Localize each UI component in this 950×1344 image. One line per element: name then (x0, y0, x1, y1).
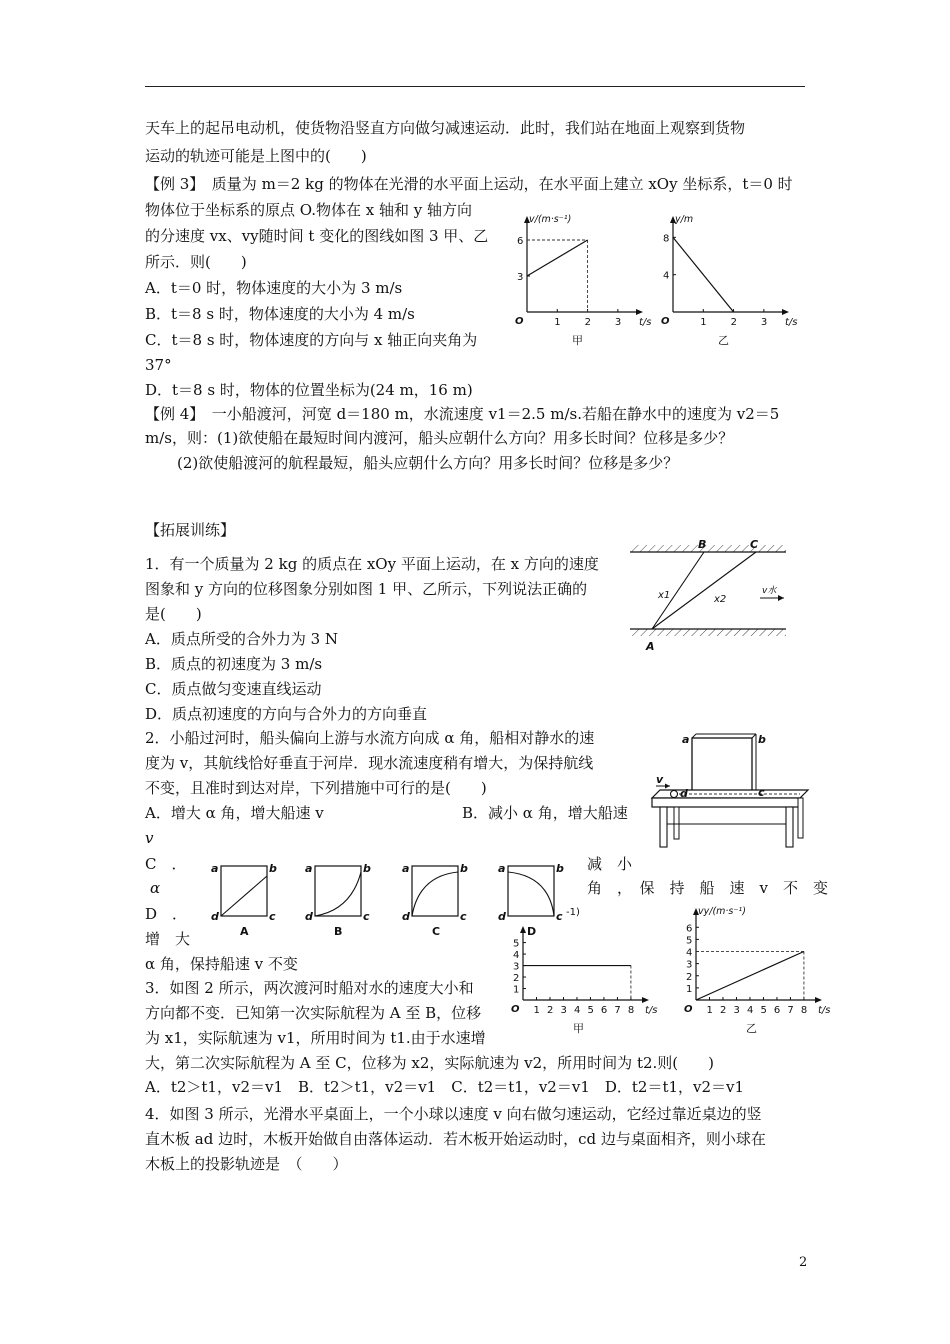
chart-caption: 甲 (573, 1022, 584, 1035)
x-axis-arrow (815, 997, 822, 1003)
x-tick-label: 3 (614, 317, 622, 328)
x-tick-label: 4 (746, 1005, 754, 1016)
y-tick-label: 5 (686, 935, 693, 947)
chart-caption: 甲 (572, 334, 583, 347)
river-bank-top (630, 545, 786, 552)
q4-line-3: 木板上的投影轨迹是 （ ） (145, 1155, 348, 1173)
example3-option-d: D．t＝8 s 时，物体的位置坐标为(24 m，16 m) (145, 381, 473, 399)
choice-d-label-a: a (498, 862, 506, 875)
q2-option-c-reduce: 减 小 (587, 855, 633, 873)
choice-a-frame (221, 866, 267, 916)
river-figure (628, 538, 793, 656)
choice-b-label-a: a (305, 862, 313, 875)
choice-a-trajectory (221, 876, 267, 916)
x-tick-label: 8 (627, 1005, 635, 1016)
choice-b-frame (315, 866, 361, 916)
y-tick-label: 8 (663, 233, 670, 245)
example3-option-c: C．t＝8 s 时，物体速度的方向与 x 轴正向夹角为 (145, 331, 478, 349)
series-line (527, 240, 588, 276)
x-tick-label: 3 (560, 1005, 567, 1016)
y-tick-label: 5 (513, 938, 520, 950)
q4-line-1: 4．如图 3 所示，光滑水平桌面上，一个小球以速度 v 向右做匀速运动，它经过靠近桌边的竖 (145, 1105, 762, 1123)
choice-b-label-c: c (363, 910, 370, 923)
table-front (652, 798, 800, 807)
x-tick-label: 2 (719, 1005, 727, 1016)
chart-vy-time (672, 905, 831, 1037)
q2-option-b: B．减小 α 角，增大船速 (462, 804, 628, 822)
y-tick-label: 1 (513, 984, 520, 996)
choice-c-label-d: d (402, 910, 410, 923)
origin-label: O (511, 1004, 520, 1015)
intro-line-2: 运动的轨迹可能是上图中的( ) (145, 147, 367, 165)
choice-c (402, 862, 468, 938)
chart-y-time (655, 214, 798, 350)
choice-c-letter: C (432, 925, 441, 938)
choice-d-label-b: b (556, 862, 564, 875)
y-tick-label: 3 (686, 959, 693, 971)
y-tick-label: 2 (513, 973, 520, 985)
label-v-water: v水 (762, 586, 777, 596)
ball-velocity-arrowhead (665, 784, 670, 789)
chart-caption: 乙 (718, 334, 729, 347)
y-tick-label: 6 (517, 236, 524, 247)
x-tick-label: 2 (546, 1005, 554, 1016)
y-tick-label: 4 (513, 950, 520, 962)
q3-line-2: 方向都不变．已知第一次实际航程为 A 至 B，位移 (145, 1004, 482, 1022)
x-tick-label: 7 (614, 1005, 621, 1016)
q1-option-c: C．质点做匀变速直线运动 (145, 680, 322, 698)
board-label-a: a (682, 733, 690, 746)
series-line (673, 237, 734, 312)
q2-option-d-rest: α 角，保持船速 v 不变 (145, 955, 298, 973)
choice-d-letter: D (527, 925, 537, 938)
origin-label: O (515, 316, 524, 327)
x-tick-label: 2 (730, 317, 737, 328)
example3-line-3: 的分速度 vx、vy随时间 t 变化的图线如图 3 甲、乙 (145, 227, 489, 245)
x-tick-label: 7 (787, 1005, 794, 1016)
y-axis-label: vy/(m·s⁻¹) (698, 906, 746, 917)
river-bank-bottom (630, 629, 786, 636)
x-axis-arrow (636, 309, 643, 315)
example3-option-b: B．t＝8 s 时，物体速度的大小为 4 m/s (145, 305, 415, 323)
wooden-board (692, 738, 752, 798)
label-x2: x2 (714, 594, 727, 605)
choice-d-label-d: d (498, 910, 506, 923)
training-heading: 【拓展训练】 (145, 521, 236, 539)
choice-a-label-c: c (269, 910, 276, 923)
x-tick-label: 1 (706, 1005, 713, 1016)
q1-option-b: B．质点的初速度为 3 m/s (145, 655, 323, 673)
x-axis-arrow (642, 997, 649, 1003)
x-tick-label: 1 (533, 1005, 540, 1016)
y-tick-label: 6 (686, 923, 693, 935)
example3-option-c-angle: 37° (145, 356, 172, 374)
q1-option-d: D．质点初速度的方向与合外力的方向垂直 (145, 705, 428, 723)
q2-option-c-letter: C ． (145, 855, 187, 873)
x-tick-label: 8 (800, 1005, 808, 1016)
origin-label: O (684, 1004, 693, 1015)
table-leg-back-right (798, 798, 803, 838)
example4-line-2: m/s，则：(1)欲使船在最短时间内渡河，船头应朝什么方向？用多长时间？位移是多少？ (145, 429, 734, 447)
header-rule (145, 86, 805, 87)
x-tick-label: 5 (760, 1005, 767, 1016)
chart-x-velocity (505, 925, 658, 1037)
q3-line-1: 3．如图 2 所示，两次渡河时船对水的速度大小和 (145, 979, 474, 997)
q2-option-a: A．增大 α 角，增大船速 v (145, 804, 324, 822)
table-leg-front-left (660, 807, 667, 847)
choice-a-label-b: b (269, 862, 277, 875)
q3-options: A．t2＞t1，v2＝v1 B．t2＞t1，v2＝v1 C．t2＝t1，v2＝v1 D．t2＝t1，v2＝v1 (145, 1078, 745, 1096)
intro-line-1: 天车上的起吊电动机，使货物沿竖直方向做匀减速运动．此时，我们站在地面上观察到货物 (145, 119, 746, 137)
table-leg-front-right (786, 807, 793, 847)
ball-label-v: v (656, 773, 664, 786)
q1-line-1: 1．有一个质量为 2 kg 的质点在 xOy 平面上运动，在 x 方向的速度 (145, 555, 599, 573)
q1-line-3: 是( ) (145, 605, 202, 623)
choice-b-label-b: b (363, 862, 371, 875)
x-tick-label: 5 (587, 1005, 594, 1016)
q2-option-c-rest: 角 ， 保 持 船 速 v 不 变 (587, 879, 828, 897)
choice-a-label-a: a (211, 862, 219, 875)
x-axis-arrow (782, 309, 789, 315)
x-tick-label: 6 (600, 1005, 608, 1016)
y-axis-label: v/(m·s⁻¹) (529, 214, 572, 225)
x-axis-label: t/s (785, 317, 798, 328)
q3-line-4: 大，第二次实际航程为 A 至 C，位移为 x2，实际航速为 v2，所用时间为 t2.则( ) (145, 1054, 714, 1072)
choice-d-trajectory (508, 872, 554, 916)
example3-line-2: 物体位于坐标系的原点 O.物体在 x 轴和 y 轴方向 (145, 201, 472, 219)
choice-a-letter: A (240, 925, 249, 938)
x-tick-label: 2 (584, 317, 591, 328)
y-axis-arrow (520, 926, 526, 933)
table-board-figure (650, 728, 810, 853)
q3-line-3: 为 x1，实际航速为 v1，所用时间为 t1.由于水速增 (145, 1029, 486, 1047)
q1-option-a: A．质点所受的合外力为 3 N (145, 630, 339, 648)
board-label-d: d (680, 787, 688, 800)
choice-b-letter: B (334, 925, 343, 938)
x-tick-label: 3 (760, 317, 768, 328)
ball (671, 791, 678, 798)
y-tick-label: 4 (686, 947, 693, 959)
q4-line-2: 直木板 ad 边时，木板开始做自由落体运动．若木板开始运动时，cd 边与桌面相齐，则小球在 (145, 1130, 766, 1148)
chart-caption: 乙 (746, 1022, 757, 1035)
q2-line-3: 不变，且准时到达对岸，下列措施中可行的是( ) (145, 779, 487, 797)
y-tick-label: 2 (686, 971, 693, 983)
choice-a (211, 862, 277, 938)
choice-d-label-c: c (556, 910, 563, 923)
board-edge-top-right (752, 734, 756, 738)
label-x1: x1 (658, 590, 671, 601)
board-label-c: c (758, 786, 765, 799)
label-b: B (698, 538, 707, 551)
chart-vx-time (505, 214, 652, 350)
example3-line-4: 所示．则( ) (145, 253, 247, 271)
x-tick-label: 4 (573, 1005, 581, 1016)
label-a: A (646, 640, 655, 653)
origin-label: O (661, 316, 670, 327)
q2-option-d-increase: 增 大 (145, 930, 191, 948)
choice-c-label-b: b (460, 862, 468, 875)
x-axis-label: t/s (639, 317, 652, 328)
water-velocity-arrowhead (778, 595, 784, 601)
y-tick-label: 1 (686, 983, 693, 995)
x-tick-label: 6 (773, 1005, 781, 1016)
example4-line-1: 【例 4】 一小船渡河，河宽 d＝180 m，水流速度 v1＝2.5 m/s.若船在静水中的速度为 v2＝5 (145, 405, 780, 423)
q1-line-2: 图象和 y 方向的位移图象分别如图 1 甲、乙所示，下列说法正确的 (145, 580, 588, 598)
q2-option-d-letter: D ． (145, 905, 188, 923)
example3-option-a: A．t＝0 时，物体速度的大小为 3 m/s (145, 279, 403, 297)
choice-b (305, 862, 371, 938)
y-axis-label: y/m (675, 214, 694, 225)
choice-c-label-c: c (460, 910, 467, 923)
x-tick-label: 1 (554, 317, 561, 328)
choice-b-trajectory (315, 872, 361, 916)
label-c: C (750, 538, 759, 551)
q2-option-b-v: v (145, 829, 154, 847)
choice-a-label-d: d (211, 910, 219, 923)
choice-c-label-a: a (402, 862, 410, 875)
q2-line-1: 2．小船过河时，船头偏向上游与水流方向成 α 角，船相对静水的速 (145, 729, 595, 747)
y-tick-label: 3 (517, 272, 524, 283)
x-tick-label: 1 (700, 317, 707, 328)
page-number: 2 (799, 1255, 808, 1270)
x-tick-label: 3 (733, 1005, 740, 1016)
clipped-axis-label: -1) (566, 907, 580, 918)
example4-line-3: (2)欲使船渡河的航程最短，船头应朝什么方向？用多长时间？位移是多少？ (177, 454, 679, 472)
q2-option-c-alpha: α (150, 879, 161, 897)
series-line (696, 952, 804, 1000)
board-label-b: b (758, 733, 766, 746)
table-leg-back-left (674, 807, 679, 839)
y-tick-label: 3 (513, 961, 520, 973)
choice-b-label-d: d (305, 910, 313, 923)
choice-c-trajectory (412, 872, 458, 916)
x-axis-label: t/s (818, 1005, 831, 1016)
example3-line-1: 【例 3】 质量为 m＝2 kg 的物体在光滑的水平面上运动，在水平面上建立 xOy 坐标系，t＝0 时 (145, 175, 793, 193)
q2-line-2: 度为 v，其航线恰好垂直于河岸．现水流速度稍有增大，为保持航线 (145, 754, 594, 772)
x-axis-label: t/s (645, 1005, 658, 1016)
y-tick-label: 4 (663, 270, 670, 282)
